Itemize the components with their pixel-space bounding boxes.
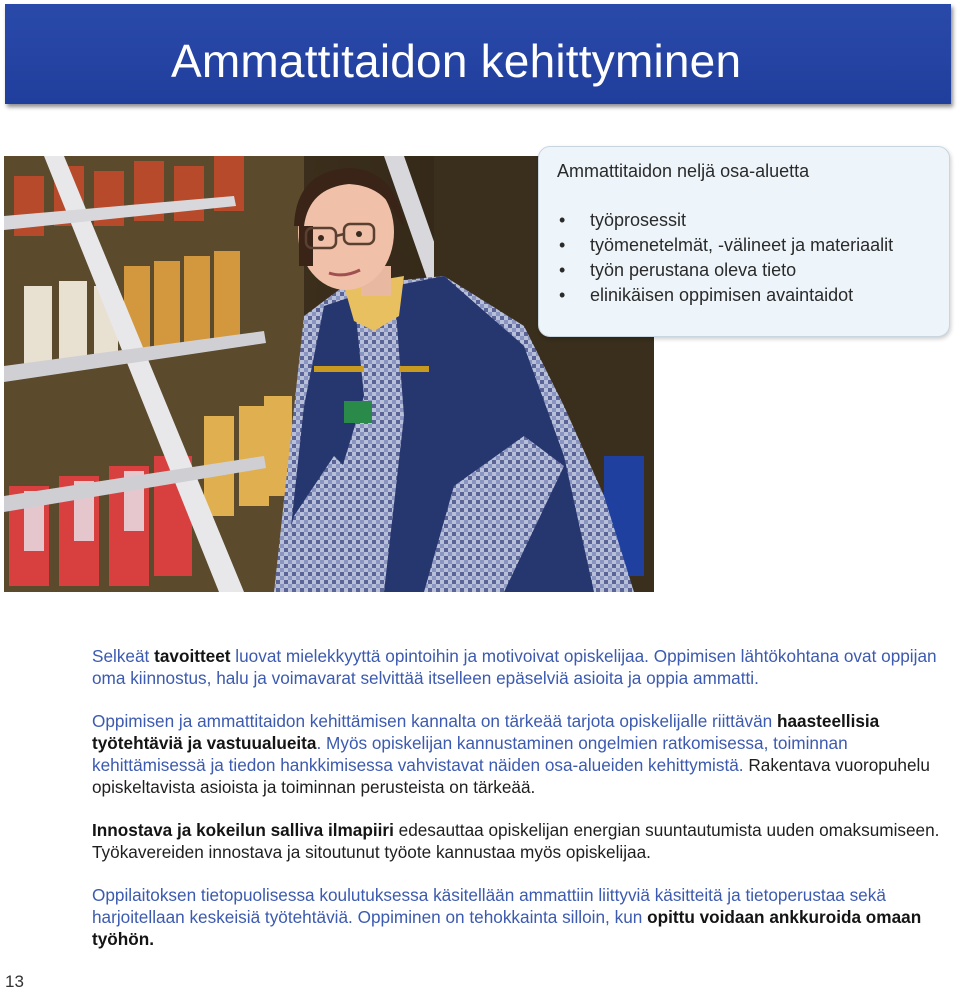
list-item-text: työmenetelmät, -välineet ja materiaalit <box>590 235 894 255</box>
list-item <box>557 233 931 258</box>
bullet-icon: • <box>559 285 566 305</box>
callout-box <box>538 146 950 337</box>
paragraph-text: Oppimisen lähtökohtana ovat oppijan oma kiinnostus, halu ja voimavarat selvittää itselleen epäselviä asioita ja oppia ammatti. <box>92 646 937 688</box>
bullet-icon: • <box>559 260 566 280</box>
paragraph-text: Oppimisen ja ammattitaidon kehittämisen kannalta on tärkeää tarjota opiskelijalle riittävän <box>92 711 777 731</box>
paragraph-bold-text: haasteellisia työtehtäviä ja vastuualueita <box>92 711 880 753</box>
list-item <box>557 258 931 283</box>
page-title: Ammattitaidon kehittyminen <box>171 35 742 87</box>
paragraph-school-training <box>92 884 952 950</box>
list-item-text: työprosessit <box>590 210 687 230</box>
paragraph-text: Rakentava vuoropuhelu opiskeltavista asioista ja toiminnan perusteista on tärkeää. <box>92 755 930 797</box>
title-banner <box>5 4 951 104</box>
paragraph-text: luovat mielekkyyttä opintoihin ja motivoivat opiskelijaa. <box>230 646 654 666</box>
paragraph-bold-text: Innostava ja kokeilun salliva ilmapiiri <box>92 820 394 840</box>
paragraph-text: edesauttaa opiskelijan energian suuntautumista uuden omaksumiseen. Työkavereiden innostava ja sitoutunut työote kannustaa myös opiskelijaa. <box>92 820 940 862</box>
body-text <box>92 645 952 971</box>
paragraph-goals <box>92 645 952 689</box>
list-item <box>557 283 931 308</box>
paragraph-text: Oppilaitoksen tietopuolisessa koulutuksessa käsitellään ammattiin liittyviä käsitteitä ja tietoperustaa sekä harjoitellaan keskeisiä työtehtäviä. Oppiminen on tehokkainta silloin, kun <box>92 885 886 927</box>
paragraph-challenges <box>92 710 952 798</box>
bullet-icon: • <box>559 210 566 230</box>
paragraph-atmosphere <box>92 819 952 863</box>
paragraph-bold-text: opittu voidaan ankkuroida omaan työhön. <box>92 907 922 949</box>
callout-title: Ammattitaidon neljä osa-aluetta <box>557 161 810 181</box>
paragraph-bold-text: tavoitteet <box>154 646 231 666</box>
page-number: 13 <box>5 972 24 991</box>
callout-list <box>557 208 931 308</box>
paragraph-text: . Myös opiskelijan kannustaminen ongelmien ratkomisessa, toiminnan kehittämisessä ja tiedon hankkimisessa vahvistavat näiden osa-alueiden kehittymistä. <box>92 733 848 775</box>
list-item <box>557 208 931 233</box>
list-item-text: työn perustana oleva tieto <box>590 260 797 280</box>
list-item-text: elinikäisen oppimisen avaintaidot <box>590 285 854 305</box>
bullet-icon: • <box>559 235 566 255</box>
paragraph-text: Selkeät <box>92 646 155 666</box>
